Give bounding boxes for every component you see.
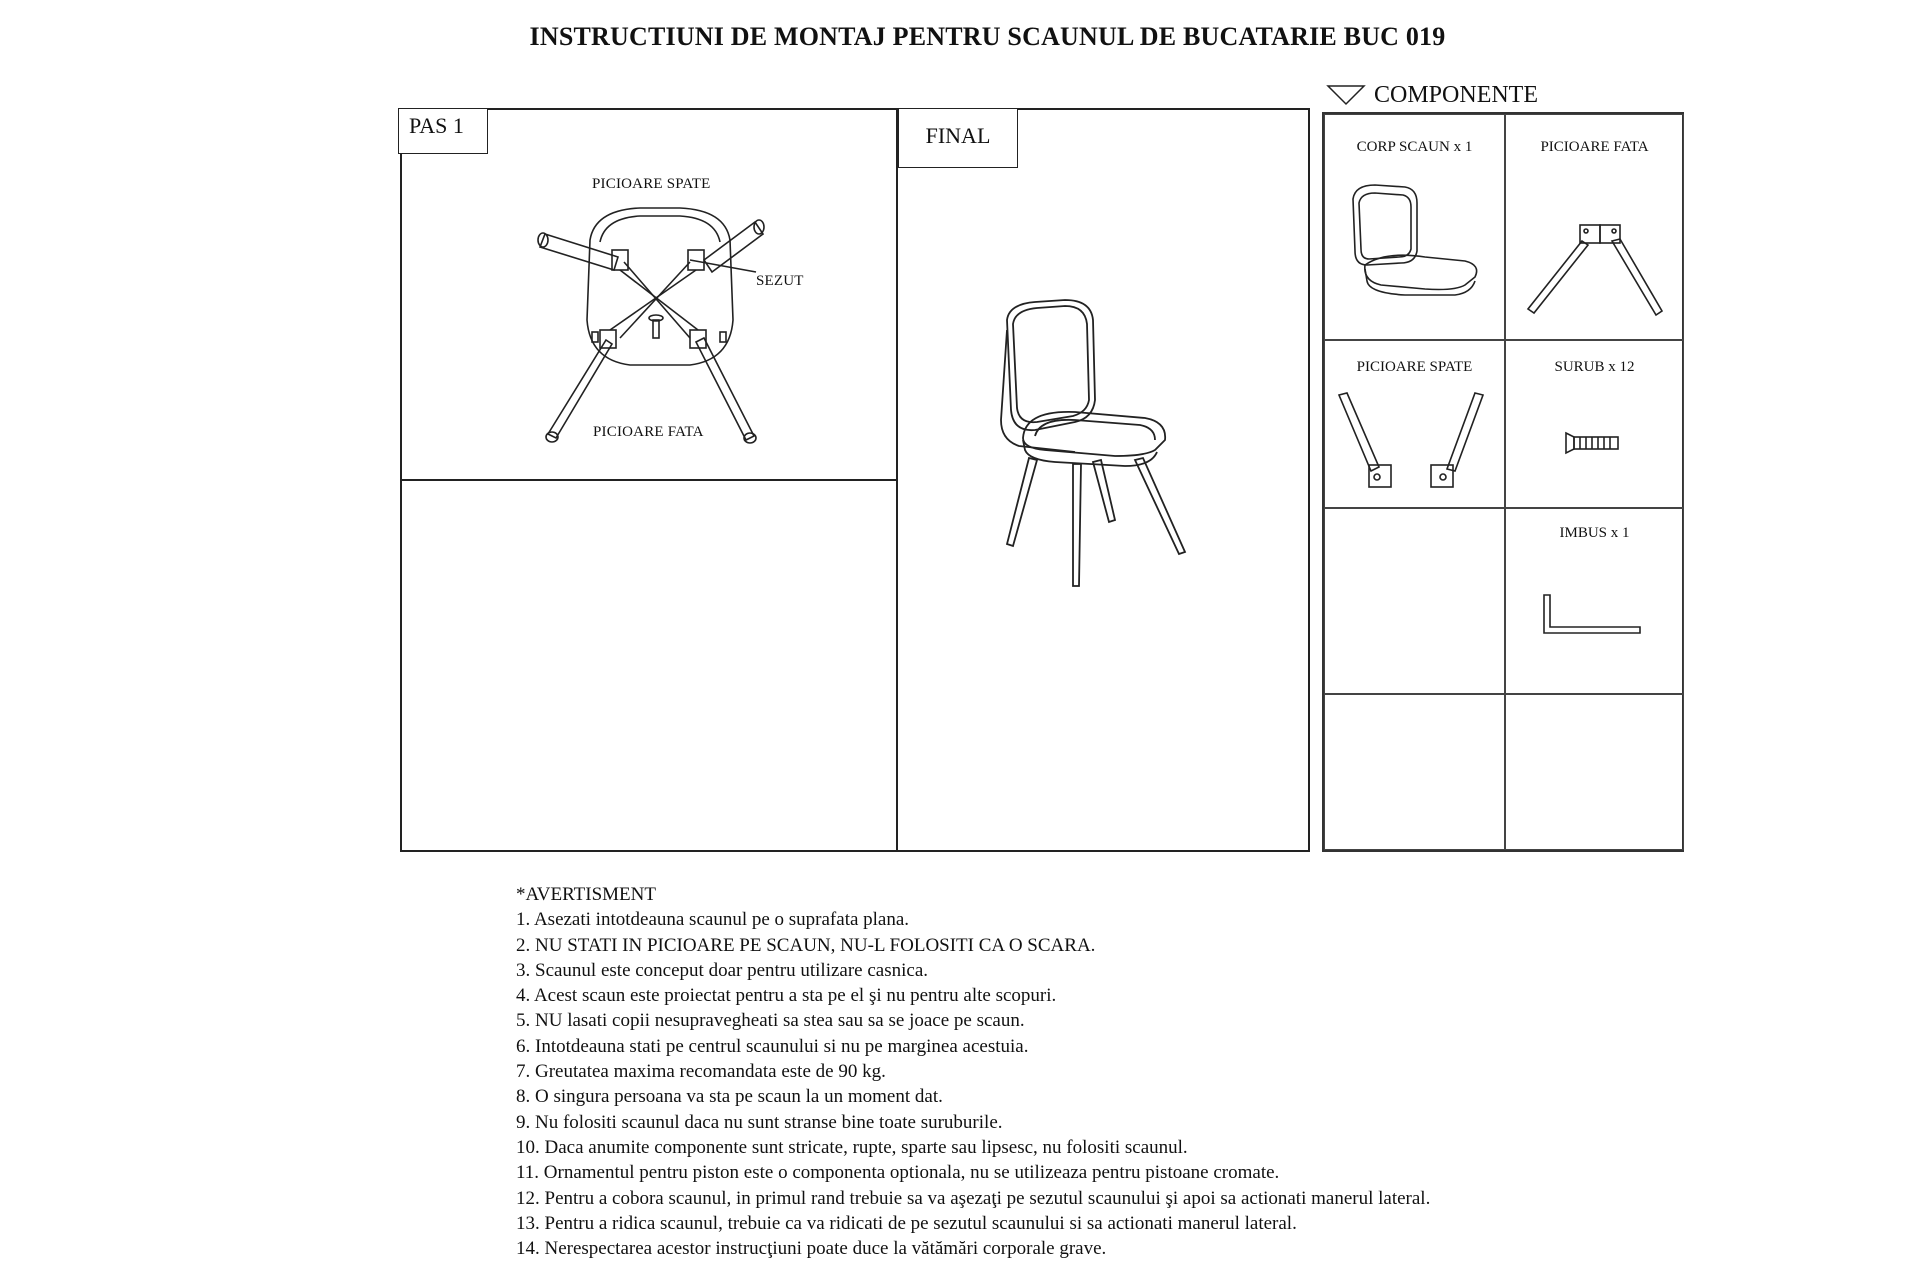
- warning-item: 12. Pentru a cobora scaunul, in primul rand trebuie sa va aşezaţi pe sezutul scaunului şi apoi sa actionati manerul lateral.: [516, 1187, 1431, 1209]
- allen-key-icon: [1540, 593, 1644, 637]
- component-cell-front-legs: PICIOARE FATA: [1505, 114, 1684, 340]
- warning-item: 10. Daca anumite componente sunt stricate, rupte, sparte sau lipsesc, nu folositi scaunul.: [516, 1136, 1188, 1158]
- warning-item: 11. Ornamentul pentru piston este o componenta optionala, nu se utilizeaza pentru pistoane cromate.: [516, 1162, 1280, 1184]
- warning-item: 8. O singura persoana va sta pe scaun la un moment dat.: [516, 1086, 943, 1108]
- component-cell-blank-2: [1505, 694, 1684, 850]
- warning-item: 1. Asezati intotdeauna scaunul pe o suprafata plana.: [516, 909, 910, 931]
- screw-icon: [1564, 431, 1624, 455]
- warning-item: 4. Acest scaun este proiectat pentru a sta pe el şi nu pentru alte scopuri.: [516, 985, 1057, 1007]
- warning-item: 2. NU STATI IN PICIOARE PE SCAUN, NU-L FOLOSITI CA O SCARA.: [516, 934, 1096, 956]
- front-legs-icon: [1524, 223, 1669, 318]
- step1-label: PAS 1: [398, 108, 488, 154]
- component-cell-chair-body: CORP SCAUN x 1: [1324, 114, 1505, 340]
- back-legs-label: PICIOARE SPATE: [592, 176, 711, 192]
- triangle-marker-icon: [1326, 84, 1366, 108]
- final-label: FINAL: [898, 108, 1018, 168]
- warning-item: 14. Nerespectarea acestor instrucţiuni poate duce la vătămări corporale grave.: [516, 1238, 1107, 1260]
- component-cell-blank-1: [1324, 694, 1505, 850]
- warning-section: [516, 882, 1430, 1261]
- warning-item: 7. Greutatea maxima recomandata este de 90 kg.: [516, 1061, 886, 1083]
- warning-item: 5. NU lasati copii nesupravegheati sa stea sau sa se joace pe scaun.: [516, 1010, 1025, 1032]
- empty-panel: [400, 479, 898, 852]
- component-cell-screw: SURUB x 12: [1505, 340, 1684, 508]
- chair-body-icon: [1345, 181, 1485, 301]
- components-heading: COMPONENTE: [1374, 82, 1539, 108]
- warning-item: 13. Pentru a ridica scaunul, trebuie ca va ridicati de pe sezutul scaunului si sa actionati manerul lateral.: [516, 1212, 1297, 1234]
- front-legs-label: PICIOARE FATA: [593, 424, 704, 440]
- component-cell-empty: [1324, 508, 1505, 694]
- assembled-chair-icon: [995, 300, 1205, 590]
- component-cell-back-legs: PICIOARE SPATE: [1324, 340, 1505, 508]
- warning-heading: *AVERTISMENT: [516, 884, 656, 905]
- back-legs-icon: [1337, 391, 1487, 501]
- component-cell-allen-key: IMBUS x 1: [1505, 508, 1684, 694]
- warning-item: 6. Intotdeauna stati pe centrul scaunului si nu pe marginea acestuia.: [516, 1035, 1029, 1057]
- warning-item: 3. Scaunul este conceput doar pentru utilizare casnica.: [516, 959, 929, 981]
- seat-label: SEZUT: [756, 273, 804, 289]
- assembly-diagram-icon: [540, 200, 780, 450]
- document-title: INSTRUCTIUNI DE MONTAJ PENTRU SCAUNUL DE BUCATARIE BUC 019: [529, 22, 1446, 51]
- panel-divider: [896, 108, 898, 852]
- warning-item: 9. Nu folositi scaunul daca nu sunt stranse bine toate suruburile.: [516, 1111, 1003, 1133]
- components-grid: [1322, 112, 1684, 852]
